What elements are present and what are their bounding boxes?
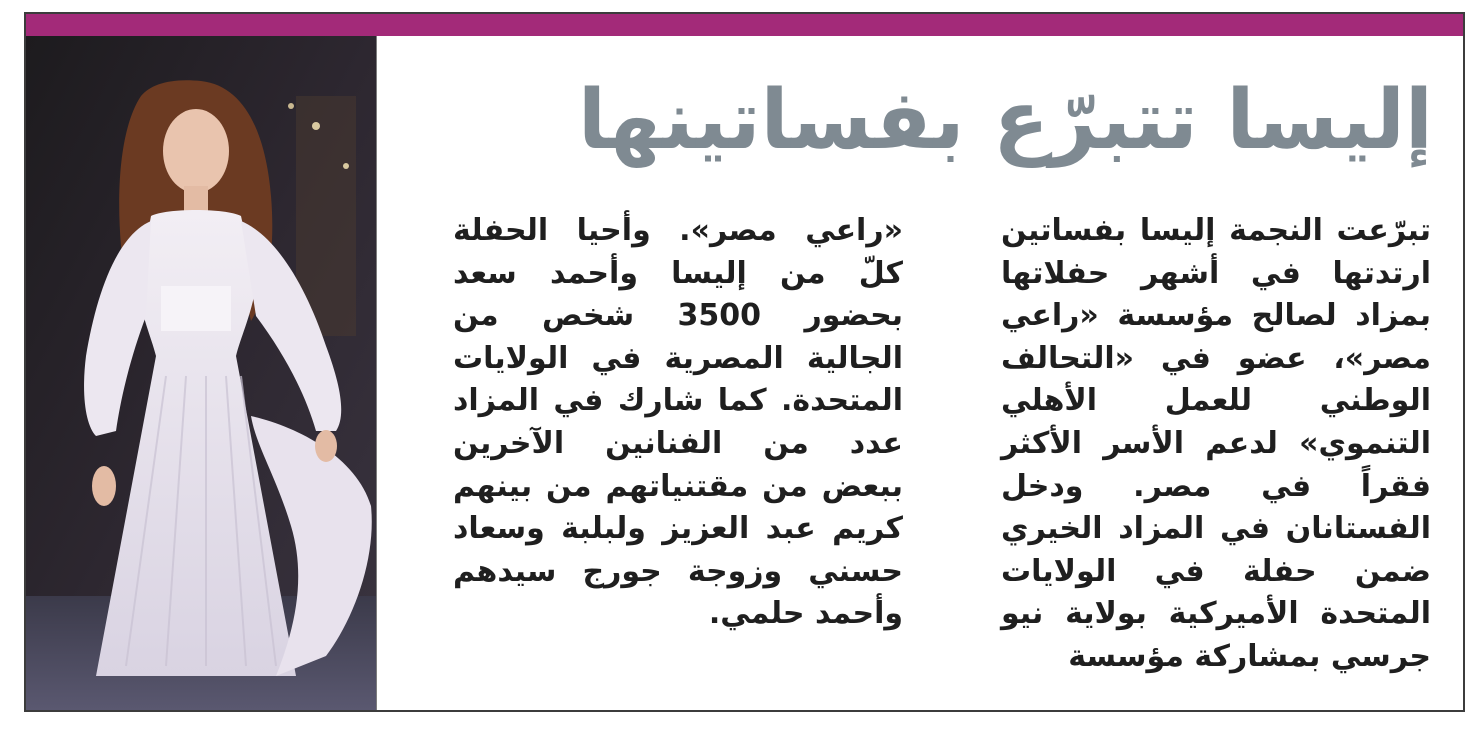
article-column-right: تبرّعت النجمة إليسا بفساتين ارتدتها في أشهر حفلاتها بمزاد لصالح مؤسسة «راعي مصر»، عضو في «التحالف الوطني للعمل الأهلي التنموي» لدعم الأسر الأكثر فقراً في مصر. ودخل الفستانان في المزاد الخيري ضمن حفلة في الولايات المتحدة الأميركية بولاية نيو جرسي بمشاركة مؤسسة (1001, 213, 1431, 674)
accent-bar (26, 14, 1463, 36)
article-photo (26, 36, 377, 710)
woman-in-white-dress-image (26, 36, 376, 710)
article-column-left: «راعي مصر». وأحيا الحفلة كلّ من إليسا وأحمد سعد بحضور 3500 شخص من الجالية المصرية في الولايات المتحدة. كما شارك في المزاد عدد من الفنانين الآخرين ببعض من مقتنياتهم من بينهم كريم عبد العزيز ولبلبة وسعاد حسني وزوجة جورج سيدهم وأحمد حلمي. (453, 213, 903, 632)
headline: إليسا تتبرّع بفساتينها (577, 73, 1433, 168)
article-frame (24, 12, 1465, 712)
